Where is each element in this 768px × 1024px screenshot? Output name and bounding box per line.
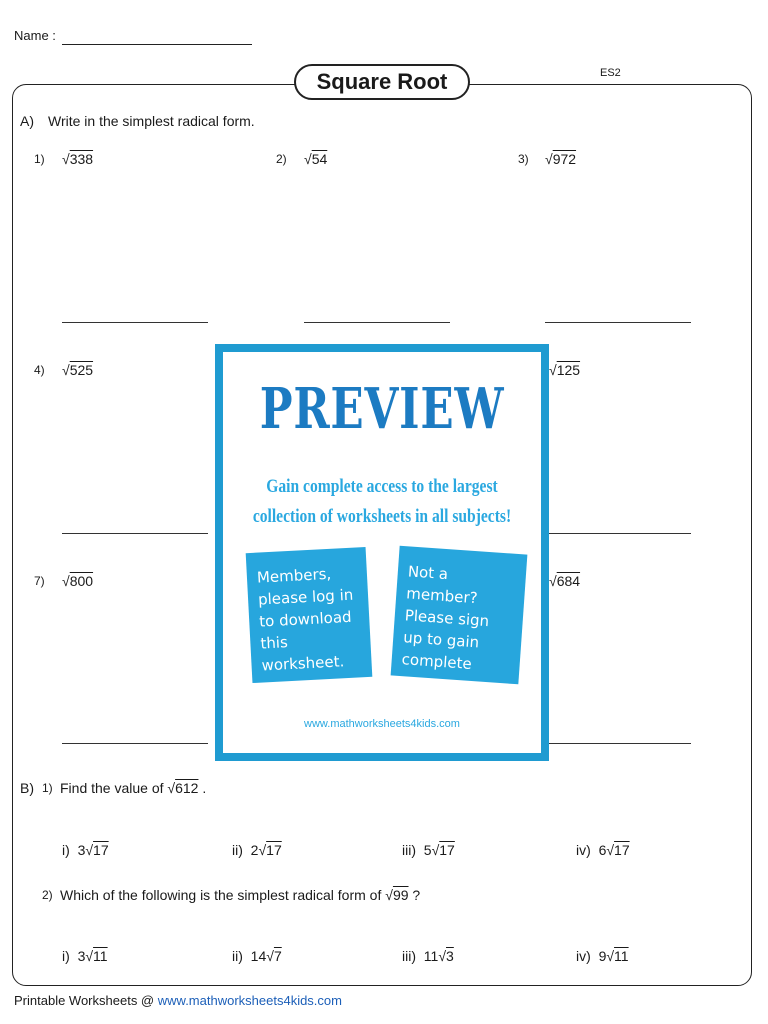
answer-option[interactable]: ii) 14√7 (232, 948, 282, 964)
radical-sign: √ (258, 842, 267, 858)
problem-number: 7) (34, 574, 45, 588)
question-number: 2) (42, 888, 53, 902)
name-label: Name : (14, 28, 56, 43)
question-number: 1) (42, 781, 53, 795)
members-login-card[interactable]: Members, please log in to download this worksheet. (246, 547, 373, 683)
radical-sign: √ (385, 887, 393, 903)
problem-number: 2) (276, 152, 287, 166)
radical-expression (304, 151, 327, 167)
radical-expression (62, 362, 93, 378)
answer-option[interactable]: i) 3√11 (62, 948, 108, 964)
answer-option[interactable]: iii) 11√3 (402, 948, 454, 964)
footer (14, 993, 342, 1008)
radical-sign: √ (266, 948, 274, 964)
preview-message-line: Gain complete access to the largest (266, 476, 498, 497)
radical-expression (549, 362, 580, 378)
answer-line[interactable] (545, 533, 691, 534)
answer-option[interactable]: iv) 9√11 (576, 948, 629, 964)
radicand: 54 (311, 151, 328, 167)
radical-sign: √ (549, 573, 557, 589)
radical-sign: √ (85, 948, 94, 964)
radicand: 125 (556, 362, 581, 378)
section-b-label: B) (20, 780, 34, 796)
radical-sign: √ (545, 151, 553, 167)
problem-number: 3) (518, 152, 529, 166)
radical-sign: √ (62, 151, 70, 167)
radicand: 338 (69, 151, 94, 167)
answer-line[interactable] (545, 743, 691, 744)
question-text: Find the value of √612 . (60, 780, 207, 796)
radicand: 972 (552, 151, 577, 167)
radical-sign: √ (167, 780, 176, 796)
radicand: 612 (175, 780, 199, 796)
answer-line[interactable] (304, 322, 450, 323)
answer-line[interactable] (62, 743, 208, 744)
signup-card[interactable]: Not a member? Please sign up to gain complete access. (391, 546, 528, 685)
answer-option[interactable]: iv) 6√17 (576, 842, 630, 858)
answer-option[interactable]: i) 3√17 (62, 842, 109, 858)
radicand: 684 (556, 573, 581, 589)
radical-sign: √ (62, 573, 70, 589)
preview-title: PREVIEW (259, 376, 505, 442)
page-title: Square Root (294, 64, 470, 100)
worksheet-code: ES2 (600, 67, 621, 79)
radical-expression (62, 573, 93, 589)
radicand: 99 (392, 887, 409, 903)
radical-sign: √ (549, 362, 557, 378)
radical-sign: √ (62, 362, 70, 378)
preview-url-link[interactable]: www.mathworksheets4kids.com (304, 718, 460, 730)
preview-message-line: collection of worksheets in all subjects! (252, 506, 512, 527)
answer-option[interactable]: iii) 5√17 (402, 842, 455, 858)
radical-expression (545, 151, 576, 167)
footer-url-link[interactable]: www.mathworksheets4kids.com (157, 993, 342, 1008)
radical-sign: √ (431, 842, 440, 858)
name-field-line[interactable] (62, 44, 252, 45)
radical-sign: √ (85, 842, 94, 858)
answer-line[interactable] (545, 322, 691, 323)
radical-sign: √ (606, 948, 615, 964)
footer-prefix: Printable Worksheets @ (14, 993, 155, 1008)
radical-sign: √ (606, 842, 615, 858)
radicand: 800 (69, 573, 94, 589)
radical-sign: √ (304, 151, 312, 167)
radical-expression (62, 151, 93, 167)
section-a-instruction: Write in the simplest radical form. (48, 113, 255, 129)
radicand: 525 (69, 362, 94, 378)
preview-overlay (215, 344, 549, 761)
radical-expression (549, 573, 580, 589)
answer-line[interactable] (62, 533, 208, 534)
problem-number: 4) (34, 363, 45, 377)
section-a-label: A) (20, 113, 34, 129)
radical-sign: √ (438, 948, 447, 964)
answer-option[interactable]: ii) 2√17 (232, 842, 282, 858)
problem-number: 1) (34, 152, 45, 166)
answer-line[interactable] (62, 322, 208, 323)
question-text: Which of the following is the simplest radical form of √99 ? (60, 887, 421, 903)
